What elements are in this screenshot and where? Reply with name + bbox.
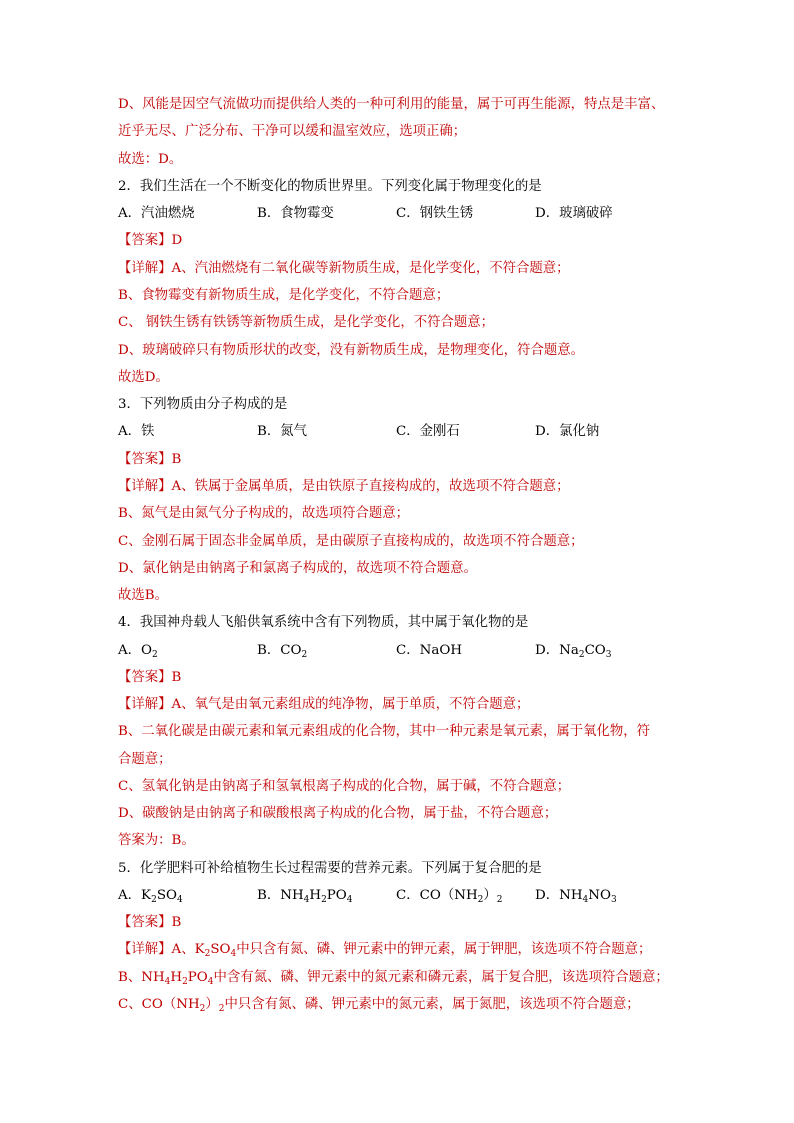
q5-answer: 【答案】B <box>118 915 182 930</box>
q3-answer: 【答案】B <box>118 452 182 467</box>
q2-explanation-line: 【详解】A、汽油燃烧有二氧化碳等新物质生成，是化学变化，不符合题意； <box>118 261 570 276</box>
q2-stem: 2．我们生活在一个不断变化的物质世界里。下列变化属于物理变化的是 <box>118 179 542 194</box>
q2-option-b: B．食物霉变 <box>257 206 334 221</box>
q1-option-d-explanation-line2: 近乎无尽、广泛分布、干净可以缓和温室效应，选项正确； <box>118 124 467 139</box>
q4-stem: 4．我国神舟载人飞船供氧系统中含有下列物质，其中属于氧化物的是 <box>118 615 529 630</box>
q4-explanation-line: C、氢氧化钠是由钠离子和氢氧根离子构成的化合物，属于碱，不符合题意； <box>118 779 571 794</box>
q4-option-b: B．$CO_2$ <box>257 643 308 660</box>
q2-option-a: A．汽油燃烧 <box>118 206 195 221</box>
q5-option-c: C．$CO(NH_2)_2$ <box>396 888 503 905</box>
q5-explanation-line-c: C、$CO(NH_2)_2$中只含有氮、磷、钾元素中的氮元素，属于氮肥，该选项不符合题意； <box>118 997 640 1014</box>
q1-option-d-explanation-line1: D、风能是因空气流做功而提供给人类的一种可利用的能量，属于可再生能源，特点是丰富、 <box>118 97 665 112</box>
q1-conclusion: 故选：D。 <box>118 152 183 167</box>
q2-explanation-line: C、 钢铁生锈有铁锈等新物质生成，是化学变化，不符合题意； <box>118 315 495 330</box>
q3-stem: 3．下列物质由分子构成的是 <box>118 397 288 412</box>
q3-option-a: A．铁 <box>118 424 155 439</box>
q2-option-d: D．玻璃破碎 <box>535 206 613 221</box>
q5-option-d: D．$NH_4NO_3$ <box>535 888 617 905</box>
q4-explanation-line: B、二氧化碳是由碳元素和氧元素组成的化合物，其中一种元素是氧元素，属于氧化物，符 <box>118 724 651 739</box>
q4-option-c: C．NaOH <box>396 643 462 658</box>
q3-explanation-line: D、氯化钠是由钠离子和氯离子构成的，故选项不符合题意。 <box>118 561 477 576</box>
q5-explanation-line-a: 【详解】A、$K_2SO_4$中只含有氮、磷、钾元素中的钾元素，属于钾肥，该选项不符合题意； <box>118 942 652 959</box>
q2-option-c: C．钢铁生锈 <box>396 206 474 221</box>
q3-explanation-line: C、金刚石属于固态非金属单质，是由碳原子直接构成的，故选项不符合题意； <box>118 534 584 549</box>
q2-options <box>118 204 678 224</box>
q2-conclusion: 故选D。 <box>118 370 169 385</box>
q4-explanation-line: 【详解】A、氧气是由氧元素组成的纯净物，属于单质，不符合题意； <box>118 697 530 712</box>
q3-option-c: C．金刚石 <box>396 424 460 439</box>
q2-explanation-line: D、玻璃破碎只有物质形状的改变，没有新物质生成，是物理变化，符合题意。 <box>118 343 585 358</box>
q5-stem: 5．化学肥料可补给植物生长过程需要的营养元素。下列属于复合肥的是 <box>118 861 542 876</box>
q4-option-d: D．$Na_2CO_3$ <box>535 643 612 660</box>
q5-explanation-line-b: B、$NH_4H_2PO_4$中含有氮、磷、钾元素中的氮元素和磷元素，属于复合肥，该选项符合题意； <box>118 970 669 987</box>
q4-option-a: A．$O_2$ <box>118 643 158 660</box>
q3-explanation-line: 【详解】A、铁属于金属单质，是由铁原子直接构成的，故选项不符合题意； <box>118 479 570 494</box>
q3-option-d: D．氯化钠 <box>535 424 600 439</box>
q3-explanation-line: B、氮气是由氮气分子构成的，故选项符合题意； <box>118 506 410 521</box>
q3-conclusion: 故选B。 <box>118 588 169 603</box>
q4-answer: 【答案】B <box>118 670 182 685</box>
q5-option-b: B．$NH_4H_2PO_4$ <box>257 888 353 905</box>
q3-options <box>118 422 678 442</box>
q4-explanation-line: D、碳酸钠是由钠离子和碳酸根离子构成的化合物，属于盐，不符合题意； <box>118 806 558 821</box>
q4-options <box>118 641 678 661</box>
q3-option-b: B．氮气 <box>257 424 308 439</box>
q4-conclusion: 答案为：B。 <box>118 833 195 848</box>
q5-options <box>118 886 678 906</box>
q2-answer: 【答案】D <box>118 233 183 248</box>
q2-explanation-line: B、食物霉变有新物质生成，是化学变化，不符合题意； <box>118 288 450 303</box>
q4-explanation-line: 合题意； <box>118 752 172 767</box>
q5-option-a: A．$K_2SO_4$ <box>118 888 183 905</box>
